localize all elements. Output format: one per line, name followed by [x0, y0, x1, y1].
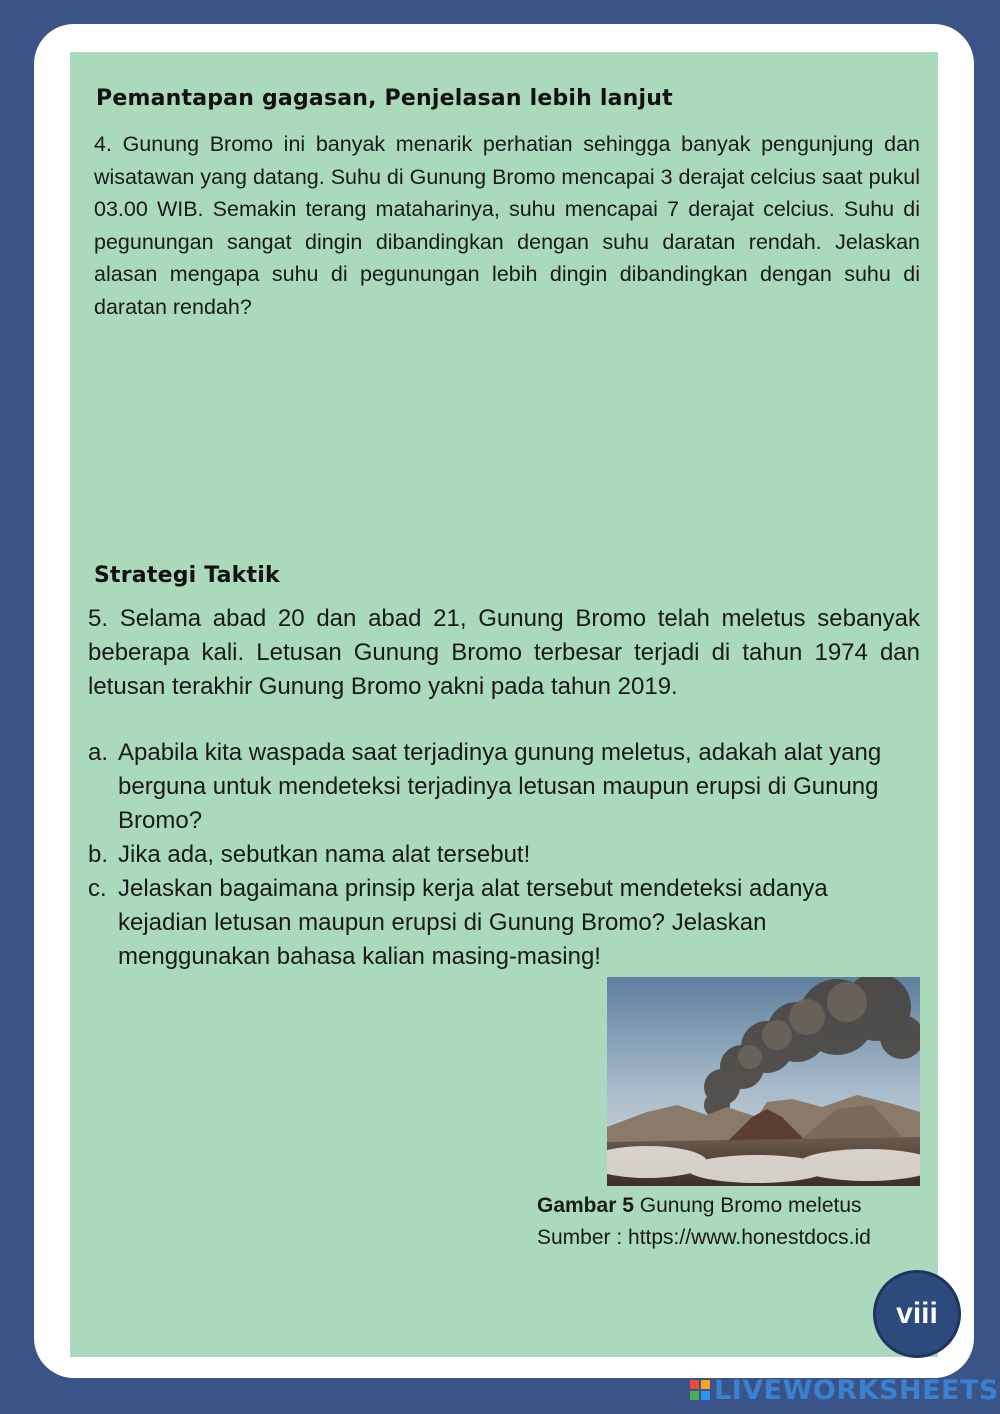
figure-source: Sumber : https://www.honestdocs.id — [537, 1226, 871, 1249]
section-heading-strategi: Strategi Taktik — [94, 563, 280, 588]
caption-title-line — [537, 1190, 871, 1222]
page-number-badge: viii — [873, 1270, 961, 1358]
figure-caption — [537, 1190, 871, 1254]
subitem-text: Apabila kita waspada saat terjadinya gunung meletus, adakah alat yang berguna untuk mendeteksi terjadinya letusan maupun erupsi di Gunung Bromo? — [118, 739, 882, 834]
question-5-text: 5. Selama abad 20 dan abad 21, Gunung Bromo telah meletus sebanyak beberapa kali. Letusan Gunung Bromo terbesar terjadi di tahun 1974 dan letusan terakhir Gunung Bromo yakni pada tahun 2019. — [88, 605, 920, 700]
subitem-b — [88, 838, 888, 872]
logo-square-l — [690, 1380, 699, 1389]
question-4-text: 4. Gunung Bromo ini banyak menarik perhatian sehingga banyak pengunjung dan wisatawan yang datang. Suhu di Gunung Bromo mencapai 3 derajat celcius saat pukul 03.00 WIB. Semakin terang mataharinya, suhu mencapai 7 derajat celcius. Suhu di pegunungan sangat dingin dibandingkan dengan suhu daratan rendah. Jelaskan alasan mengapa suhu di pegunungan lebih dingin dibandingkan dengan suhu di daratan rendah? — [94, 132, 920, 319]
question-5-subitems — [88, 736, 888, 974]
subitem-text: Jelaskan bagaimana prinsip kerja alat tersebut mendeteksi adanya kejadian letusan maupun erupsi di Gunung Bromo? Jelaskan menggunakan bahasa kalian masing-masing! — [118, 875, 828, 970]
subitem-a — [88, 736, 888, 838]
bromo-eruption-photo — [607, 977, 920, 1186]
subitem-c — [88, 872, 888, 974]
subitem-letter: a. — [88, 739, 109, 766]
figure-label: Gambar 5 — [537, 1194, 634, 1217]
watermark-text: LIVEWORKSHEETS — [714, 1374, 999, 1406]
subitem-letter: b. — [88, 841, 109, 868]
liveworksheets-watermark — [690, 1376, 999, 1404]
subitem-letter: c. — [88, 875, 107, 902]
logo-square-i — [701, 1380, 710, 1389]
logo-square-v — [690, 1391, 699, 1400]
logo-square-e — [701, 1391, 710, 1400]
figure-title: Gunung Bromo meletus — [639, 1194, 862, 1217]
section-heading-pemantapan: Pemantapan gagasan, Penjelasan lebih lanjut — [96, 86, 673, 111]
liveworksheets-logo-icon — [690, 1380, 710, 1400]
subitem-text: Jika ada, sebutkan nama alat tersebut! — [118, 841, 531, 868]
